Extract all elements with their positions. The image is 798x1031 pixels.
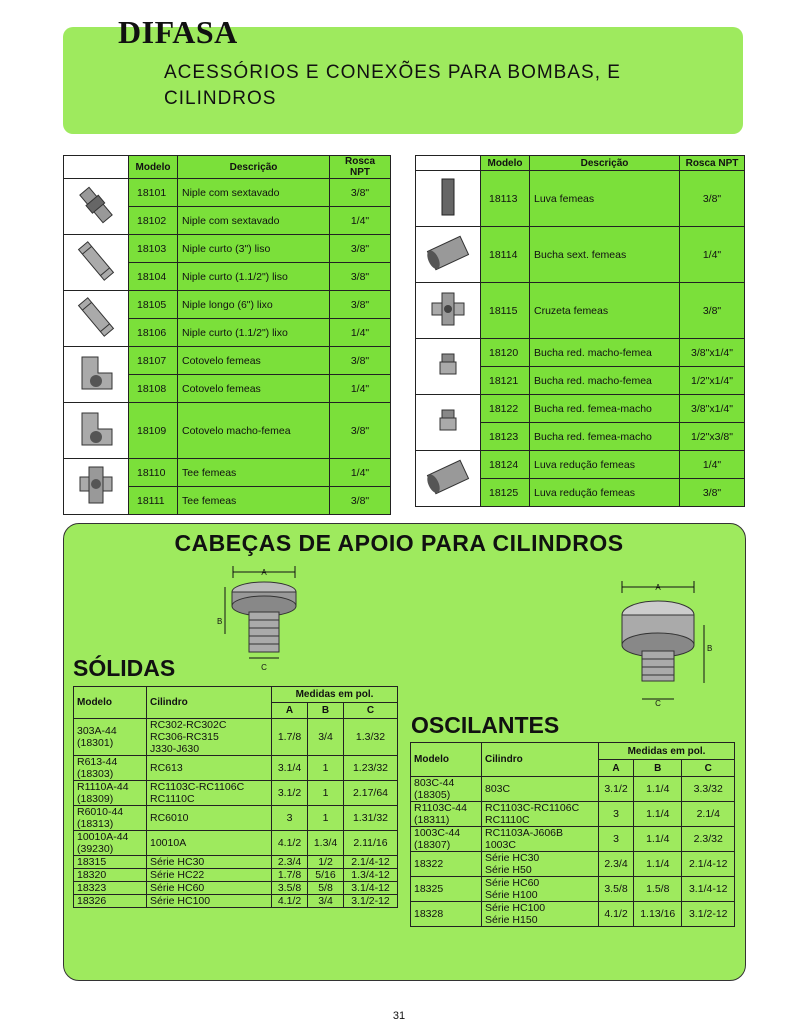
- col-descricao: Descrição: [178, 156, 330, 179]
- cell-modelo: 18320: [74, 869, 147, 882]
- cell-cilindro: Série HC60: [147, 882, 272, 895]
- cell-c: 1.31/32: [344, 806, 398, 831]
- solid-head-diagram: [205, 562, 315, 682]
- cell-a: 2.3/4: [599, 852, 634, 877]
- cell-modelo: 18102: [129, 207, 178, 235]
- bush-icon: [416, 227, 481, 283]
- cell-descricao: Bucha sext. femeas: [530, 227, 680, 283]
- col-modelo: Modelo: [411, 743, 482, 777]
- cell-descricao: Niple curto (1.1/2") lixo: [178, 319, 330, 347]
- cell-modelo: 18103: [129, 235, 178, 263]
- table-row: [411, 827, 735, 852]
- cell-b: 5/16: [308, 869, 344, 882]
- cell-modelo: R613-44 (18303): [74, 756, 147, 781]
- table-row: [411, 902, 735, 927]
- table-row: [74, 895, 398, 908]
- cell-c: 2.1/4-12: [344, 856, 398, 869]
- cell-modelo: 18120: [481, 339, 530, 367]
- dim-a-label: A: [261, 568, 267, 577]
- oscilantes-heading: OSCILANTES: [411, 712, 560, 738]
- table-row: [411, 777, 735, 802]
- table-row: [74, 781, 398, 806]
- cell-c: 1.3/4-12: [344, 869, 398, 882]
- reducer-icon: [416, 339, 481, 395]
- cell-descricao: Luva redução femeas: [530, 479, 680, 507]
- page-number: 31: [392, 1010, 406, 1022]
- cell-b: 1.3/4: [308, 831, 344, 856]
- cell-modelo: 18101: [129, 179, 178, 207]
- col-a: A: [599, 760, 634, 777]
- col-cilindro: Cilindro: [482, 743, 599, 777]
- cell-modelo: 18111: [129, 487, 178, 515]
- elbow-icon: [64, 403, 129, 459]
- table-row: [416, 451, 745, 479]
- table-row: [74, 856, 398, 869]
- table-row: [74, 869, 398, 882]
- reducer-icon: [416, 395, 481, 451]
- cell-descricao: Niple com sextavado: [178, 207, 330, 235]
- cell-descricao: Luva femeas: [530, 171, 680, 227]
- cell-a: 3: [272, 806, 308, 831]
- cell-a: 1.7/8: [272, 869, 308, 882]
- table-row: [416, 171, 745, 227]
- cell-b: 1.1/4: [634, 827, 682, 852]
- cell-c: 2.1/4: [682, 802, 735, 827]
- cell-c: 2.3/32: [682, 827, 735, 852]
- cell-b: 1.1/4: [634, 852, 682, 877]
- cell-modelo: 803C-44 (18305): [411, 777, 482, 802]
- table-row: [411, 852, 735, 877]
- cell-rosca: 3/8": [330, 235, 391, 263]
- cell-modelo: 18124: [481, 451, 530, 479]
- solidas-table: [73, 686, 398, 908]
- cell-b: 1.5/8: [634, 877, 682, 902]
- dim-b-label: B: [707, 644, 713, 653]
- cell-descricao: Bucha red. femea-macho: [530, 395, 680, 423]
- table-row: [74, 756, 398, 781]
- cell-rosca: 3/8": [680, 479, 745, 507]
- cell-a: 3: [599, 827, 634, 852]
- cell-c: 2.11/16: [344, 831, 398, 856]
- col-cilindro: Cilindro: [147, 687, 272, 719]
- cell-descricao: Niple curto (3") liso: [178, 235, 330, 263]
- cell-b: 1: [308, 781, 344, 806]
- cell-modelo: 18106: [129, 319, 178, 347]
- cell-modelo: 18107: [129, 347, 178, 375]
- cell-modelo: 18105: [129, 291, 178, 319]
- table-row: [74, 719, 398, 756]
- cell-descricao: Cotovelo femeas: [178, 375, 330, 403]
- cell-rosca: 3/8": [330, 403, 391, 459]
- cell-rosca: 3/8": [330, 291, 391, 319]
- cell-modelo: 18328: [411, 902, 482, 927]
- oscilantes-table: [410, 742, 735, 927]
- cell-b: 3/4: [308, 895, 344, 908]
- cell-modelo: 18125: [481, 479, 530, 507]
- cell-b: 1: [308, 806, 344, 831]
- cell-a: 1.7/8: [272, 719, 308, 756]
- cell-modelo: 18121: [481, 367, 530, 395]
- col-c: C: [682, 760, 735, 777]
- cell-descricao: Bucha red. femea-macho: [530, 423, 680, 451]
- cell-modelo: R6010-44 (18313): [74, 806, 147, 831]
- col-modelo: Modelo: [74, 687, 147, 719]
- table-row: [74, 831, 398, 856]
- cell-modelo: 18114: [481, 227, 530, 283]
- cell-b: 5/8: [308, 882, 344, 895]
- table-row: [411, 802, 735, 827]
- cell-descricao: Cotovelo femeas: [178, 347, 330, 375]
- cell-rosca: 1/4": [330, 459, 391, 487]
- cell-modelo: 303A-44 (18301): [74, 719, 147, 756]
- cell-a: 3: [599, 802, 634, 827]
- cell-modelo: 18115: [481, 283, 530, 339]
- cross-icon: [416, 283, 481, 339]
- cell-cilindro: 10010A: [147, 831, 272, 856]
- dim-b-label: B: [217, 617, 223, 626]
- cell-rosca: 3/8": [330, 487, 391, 515]
- cell-cilindro: RC302-RC302C RC306-RC315 J330-J630: [147, 719, 272, 756]
- col-descricao: Descrição: [530, 156, 680, 171]
- cell-c: 2.17/64: [344, 781, 398, 806]
- cell-rosca: 1/4": [330, 319, 391, 347]
- cell-cilindro: Série HC100: [147, 895, 272, 908]
- cell-rosca: 3/8": [330, 179, 391, 207]
- cell-cilindro: Série HC30 Série H50: [482, 852, 599, 877]
- table-row: [64, 403, 391, 459]
- page-title: ACESSÓRIOS E CONEXÕES PARA BOMBAS, E CILINDROS: [164, 62, 621, 109]
- col-medidas: Medidas em pol.: [599, 743, 735, 760]
- cell-modelo: 18322: [411, 852, 482, 877]
- table-row: [416, 283, 745, 339]
- table-row: [416, 395, 745, 423]
- col-medidas: Medidas em pol.: [272, 687, 398, 703]
- image-col-header: [64, 156, 129, 179]
- cell-cilindro: 803C: [482, 777, 599, 802]
- cell-rosca: 1/4": [680, 451, 745, 479]
- cell-c: 1.23/32: [344, 756, 398, 781]
- cell-descricao: Bucha red. macho-femea: [530, 339, 680, 367]
- table-row: [64, 347, 391, 375]
- cell-b: 1.13/16: [634, 902, 682, 927]
- cell-a: 4.1/2: [272, 831, 308, 856]
- cell-cilindro: RC1103A-J606B 1003C: [482, 827, 599, 852]
- col-rosca: Rosca NPT: [330, 156, 391, 179]
- fittings-table-right: [415, 155, 745, 507]
- cell-a: 3.5/8: [599, 877, 634, 902]
- col-a: A: [272, 703, 308, 719]
- table-row: [74, 806, 398, 831]
- table-row: [411, 877, 735, 902]
- cell-c: 3.1/4-12: [682, 877, 735, 902]
- cell-cilindro: RC1103C-RC1106C RC1110C: [147, 781, 272, 806]
- elbow-icon: [64, 347, 129, 403]
- col-b: B: [308, 703, 344, 719]
- cell-a: 3.1/2: [599, 777, 634, 802]
- col-rosca: Rosca NPT: [680, 156, 745, 171]
- cell-descricao: Bucha red. macho-femea: [530, 367, 680, 395]
- cell-a: 2.3/4: [272, 856, 308, 869]
- cell-b: 1.1/4: [634, 802, 682, 827]
- cell-modelo: 18315: [74, 856, 147, 869]
- cell-cilindro: RC613: [147, 756, 272, 781]
- col-c: C: [344, 703, 398, 719]
- cell-cilindro: Série HC60 Série H100: [482, 877, 599, 902]
- cell-b: 1.1/4: [634, 777, 682, 802]
- cell-modelo: 18326: [74, 895, 147, 908]
- cell-modelo: 18104: [129, 263, 178, 291]
- oscillating-head-diagram: [608, 575, 718, 710]
- cell-descricao: Tee femeas: [178, 459, 330, 487]
- cell-descricao: Niple com sextavado: [178, 179, 330, 207]
- table-row: [64, 179, 391, 207]
- cell-rosca: 3/8": [680, 283, 745, 339]
- cell-cilindro: RC1103C-RC1106C RC1110C: [482, 802, 599, 827]
- cell-modelo: 18108: [129, 375, 178, 403]
- sleeve-icon: [416, 171, 481, 227]
- cell-rosca: 1/4": [680, 227, 745, 283]
- cell-a: 4.1/2: [599, 902, 634, 927]
- cell-c: 1.3/32: [344, 719, 398, 756]
- cell-b: 1: [308, 756, 344, 781]
- cell-descricao: Niple longo (6") lixo: [178, 291, 330, 319]
- table-row: [416, 227, 745, 283]
- pipe-icon: [64, 235, 129, 291]
- cell-descricao: Cruzeta femeas: [530, 283, 680, 339]
- cell-modelo: 18113: [481, 171, 530, 227]
- cell-modelo: 18109: [129, 403, 178, 459]
- col-modelo: Modelo: [481, 156, 530, 171]
- cell-descricao: Tee femeas: [178, 487, 330, 515]
- cell-rosca: 1/2"x1/4": [680, 367, 745, 395]
- cell-c: 3.1/2-12: [682, 902, 735, 927]
- cell-rosca: 3/8"x1/4": [680, 339, 745, 367]
- cell-cilindro: Série HC22: [147, 869, 272, 882]
- cell-a: 4.1/2: [272, 895, 308, 908]
- table-row: [416, 339, 745, 367]
- cell-b: 1/2: [308, 856, 344, 869]
- cell-modelo: 18122: [481, 395, 530, 423]
- bush-icon: [416, 451, 481, 507]
- cell-a: 3.5/8: [272, 882, 308, 895]
- table-row: [64, 459, 391, 487]
- cell-modelo: 10010A-44 (39230): [74, 831, 147, 856]
- cell-c: 2.1/4-12: [682, 852, 735, 877]
- pipe-icon: [64, 291, 129, 347]
- cell-rosca: 1/2"x3/8": [680, 423, 745, 451]
- cell-descricao: Cotovelo macho-femea: [178, 403, 330, 459]
- cell-descricao: Luva redução femeas: [530, 451, 680, 479]
- cell-a: 3.1/2: [272, 781, 308, 806]
- cell-a: 3.1/4: [272, 756, 308, 781]
- cell-c: 3.1/4-12: [344, 882, 398, 895]
- brand-logo: DIFASA: [118, 14, 238, 50]
- tee-icon: [64, 459, 129, 515]
- cell-rosca: 3/8": [330, 263, 391, 291]
- col-modelo: Modelo: [129, 156, 178, 179]
- section-title: CABEÇAS DE APOIO PARA CILINDROS: [174, 530, 624, 556]
- dim-c-label: C: [261, 663, 267, 672]
- table-row: [64, 235, 391, 263]
- table-row: [74, 882, 398, 895]
- nipple-icon: [64, 179, 129, 235]
- cell-modelo: R1103C-44 (18311): [411, 802, 482, 827]
- table-row: [64, 291, 391, 319]
- cell-modelo: 18323: [74, 882, 147, 895]
- cell-rosca: 1/4": [330, 207, 391, 235]
- cell-modelo: 18123: [481, 423, 530, 451]
- cell-c: 3.1/2-12: [344, 895, 398, 908]
- solidas-heading: SÓLIDAS: [73, 655, 176, 681]
- cell-c: 3.3/32: [682, 777, 735, 802]
- cell-modelo: R1110A-44 (18309): [74, 781, 147, 806]
- cell-descricao: Niple curto (1.1/2") liso: [178, 263, 330, 291]
- cell-modelo: 18110: [129, 459, 178, 487]
- cell-rosca: 3/8"x1/4": [680, 395, 745, 423]
- cell-b: 3/4: [308, 719, 344, 756]
- fittings-table-left: [63, 155, 391, 515]
- cell-cilindro: RC6010: [147, 806, 272, 831]
- cell-cilindro: Série HC100 Série H150: [482, 902, 599, 927]
- cell-rosca: 1/4": [330, 375, 391, 403]
- cell-modelo: 1003C-44 (18307): [411, 827, 482, 852]
- cell-modelo: 18325: [411, 877, 482, 902]
- dim-c-label: C: [655, 699, 661, 708]
- cell-rosca: 3/8": [680, 171, 745, 227]
- cell-cilindro: Série HC30: [147, 856, 272, 869]
- col-b: B: [634, 760, 682, 777]
- image-col-header: [416, 156, 481, 171]
- cell-rosca: 3/8": [330, 347, 391, 375]
- dim-a-label: A: [655, 583, 661, 592]
